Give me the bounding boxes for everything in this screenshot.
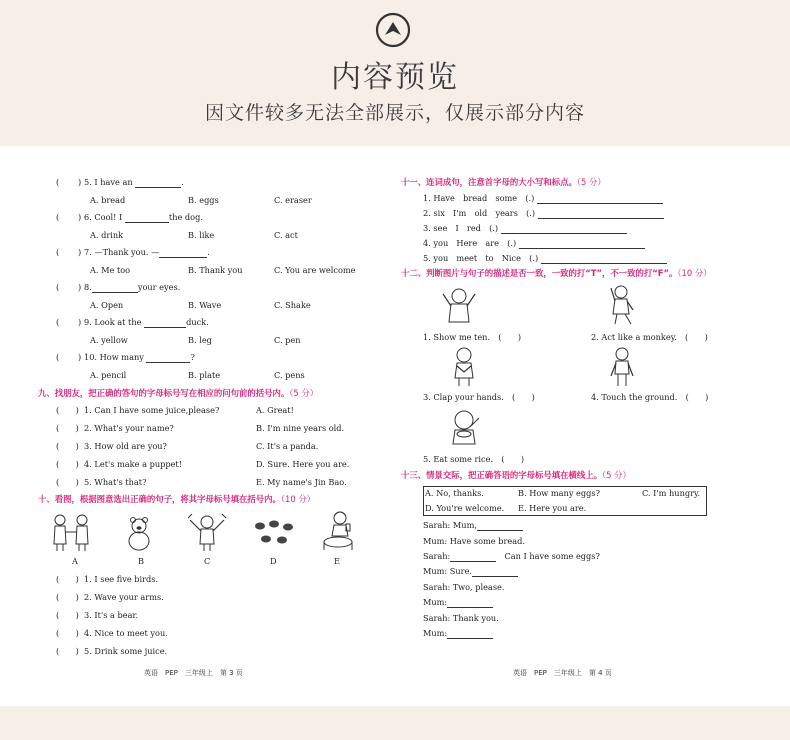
answer-line <box>477 522 523 531</box>
section-12-title: 十二、判断图片与句子的描述是否一致，一致的打“T”，不一致的打“F”。（10 分） <box>401 268 712 278</box>
match-question: 5. What's that? <box>84 477 147 487</box>
section-11-title: 十一、连词成句，注意首字母的大小写和标点。（5 分） <box>401 177 606 187</box>
answer-line <box>447 630 493 639</box>
match-answer: B. I'm nine years old. <box>256 423 345 433</box>
mc-option: C. eraser <box>274 195 312 205</box>
match-answer: D. Sure. Here you are. <box>256 459 350 469</box>
answer-line <box>537 195 663 204</box>
section-10-title: 十、看图，根据图意选出正确的句子，将其字母标号填在括号内。（10 分） <box>38 494 316 504</box>
answer-paren: ( ) <box>56 477 79 487</box>
girl-drinking-juice-picture <box>318 510 358 552</box>
answer-paren-close: ) <box>78 317 82 327</box>
right-page <box>395 146 790 706</box>
answer-paren: ( ) <box>56 423 79 433</box>
picture-label: D <box>270 556 277 566</box>
judge-sentence: 4. Touch the ground. ( ) <box>591 392 709 402</box>
mc-option: B. eggs <box>188 195 219 205</box>
dialog-line: Mum: Have some bread. <box>423 536 525 546</box>
match-answer: A. Great! <box>256 405 294 415</box>
match-answer: C. It's a panda. <box>256 441 319 451</box>
mc-stem: 7. —Thank you. — . <box>84 247 210 257</box>
answer-paren-close: ) <box>78 247 82 257</box>
judge-sentence: 1. Show me ten. ( ) <box>423 332 522 342</box>
mc-option: A. bread <box>90 195 126 205</box>
dialog-option: E. Here you are. <box>518 503 587 513</box>
bottom-band <box>0 706 790 740</box>
blank <box>125 214 169 223</box>
scrambled-words: 4. you Here are (.) <box>423 238 645 249</box>
answer-paren: ( ) <box>56 405 79 415</box>
picture-label: E <box>334 556 340 566</box>
mc-option: B. like <box>188 230 215 240</box>
answer-line <box>538 210 664 219</box>
dialog-line: Sarah: Two, please. <box>423 582 505 592</box>
scrambled-words: 1. Have bread some (.) <box>423 193 663 204</box>
bear-picture <box>122 516 156 552</box>
scrambled-words: 3. see I red (.) <box>423 223 627 234</box>
mc-option: A. Me too <box>90 265 131 275</box>
judge-sentence: 3. Clap your hands. ( ) <box>423 392 535 402</box>
answer-line <box>472 568 518 577</box>
dialog-line: Mum: <box>423 628 493 639</box>
picture-sentence: 1. I see five birds. <box>84 574 159 584</box>
child-clapping-picture <box>447 346 481 388</box>
mc-option: C. act <box>274 230 298 240</box>
answer-line <box>450 553 496 562</box>
page-footer: 英语 PEP 三年级上 第 4 页 <box>513 669 612 677</box>
answer-paren-close: ) <box>78 212 82 222</box>
answer-paren: ( ) <box>56 628 79 638</box>
mc-option: C. pen <box>274 335 301 345</box>
picture-label: A <box>72 556 78 566</box>
answer-paren-close: ) <box>78 352 82 362</box>
page-footer: 英语 PEP 三年级上 第 3 页 <box>144 669 243 677</box>
dialog-line: Mum: Sure. <box>423 566 518 577</box>
answer-options-box <box>423 486 707 516</box>
section-13-title: 十三、情景交际，把正确答语的字母标号填在横线上。（5 分） <box>401 470 631 480</box>
child-acting-monkey-picture <box>605 284 639 326</box>
match-question: 3. How old are you? <box>84 441 167 451</box>
picture-sentence: 4. Nice to meet you. <box>84 628 168 638</box>
blank <box>159 249 207 258</box>
answer-paren-open: ( <box>56 317 60 327</box>
answer-paren-open: ( <box>56 282 60 292</box>
picture-sentence: 2. Wave your arms. <box>84 592 164 602</box>
picture-label: B <box>138 556 145 566</box>
page-subtitle: 因文件较多无法全部展示，仅展示部分内容 <box>204 102 585 124</box>
mc-option: B. Thank you <box>188 265 243 275</box>
answer-paren-close: ) <box>78 177 82 187</box>
answer-line <box>519 240 645 249</box>
answer-paren: ( ) <box>56 574 79 584</box>
picture-sentence: 5. Drink some juice. <box>84 646 168 656</box>
mc-option: A. yellow <box>90 335 128 345</box>
mc-stem: 5. I have an . <box>84 177 184 187</box>
left-page <box>0 146 395 706</box>
dialog-line: Sarah: Can I have some eggs? <box>423 551 600 561</box>
mc-option: A. pencil <box>90 370 127 380</box>
match-question: 1. Can I have some juice,please? <box>84 405 220 415</box>
blank <box>92 284 138 293</box>
mc-option: C. Shake <box>274 300 311 310</box>
mc-option: A. drink <box>90 230 124 240</box>
answer-paren: ( ) <box>56 459 79 469</box>
mc-option: C. pens <box>274 370 305 380</box>
answer-paren-open: ( <box>56 212 60 222</box>
mc-stem: 9. Look at the duck. <box>84 317 209 327</box>
mc-stem: 8. your eyes. <box>84 282 181 292</box>
mc-option: B. leg <box>188 335 212 345</box>
answer-paren: ( ) <box>56 592 79 602</box>
match-question: 2. What's your name? <box>84 423 174 433</box>
mc-stem: 6. Cool! I the dog. <box>84 212 203 222</box>
dialog-line: Sarah: Thank you. <box>423 613 499 623</box>
judge-sentence: 2. Act like a monkey. ( ) <box>591 332 708 342</box>
dialog-option: A. No, thanks. <box>425 488 484 498</box>
child-waving-arms-picture <box>186 512 228 552</box>
preview-header <box>0 0 790 146</box>
scrambled-words: 5. you meet to Nice (.) <box>423 253 667 264</box>
answer-line <box>501 225 627 234</box>
dialog-option: D. You're welcome. <box>425 503 505 513</box>
answer-paren-close: ) <box>78 282 82 292</box>
dialog-option: B. How many eggs? <box>518 488 600 498</box>
five-birds-picture <box>252 518 296 548</box>
child-touching-ground-picture <box>607 346 637 388</box>
blank <box>135 179 181 188</box>
match-question: 4. Let's make a puppet! <box>84 459 183 469</box>
two-girls-greeting-picture <box>48 512 96 552</box>
answer-paren: ( ) <box>56 441 79 451</box>
answer-line <box>541 255 667 264</box>
mc-stem: 10. How many ? <box>84 352 195 362</box>
judge-sentence: 5. Eat some rice. ( ) <box>423 454 525 464</box>
mc-option: B. plate <box>188 370 221 380</box>
chevron-up-circle-icon <box>375 12 411 48</box>
child-eating-rice-picture <box>445 408 483 448</box>
answer-paren-open: ( <box>56 352 60 362</box>
dialog-line: Sarah: Mum, <box>423 520 523 531</box>
mc-option: B. Wave <box>188 300 222 310</box>
answer-paren-open: ( <box>56 177 60 187</box>
answer-paren: ( ) <box>56 610 79 620</box>
match-answer: E. My name's Jin Bao. <box>256 477 347 487</box>
page-title: 内容预览 <box>331 60 459 95</box>
section-9-title: 九、找朋友，把正确的答句的字母标号写在相应的问句前的括号内。（5 分） <box>38 388 319 398</box>
answer-line <box>447 599 493 608</box>
answer-paren-open: ( <box>56 247 60 257</box>
child-showing-ten-picture <box>439 286 479 324</box>
mc-option: C. You are welcome <box>274 265 356 275</box>
mc-option: A. Open <box>90 300 124 310</box>
picture-label: C <box>204 556 211 566</box>
scrambled-words: 2. six I'm old years (.) <box>423 208 664 219</box>
blank <box>146 354 190 363</box>
dialog-line: Mum: <box>423 597 493 608</box>
picture-sentence: 3. It's a bear. <box>84 610 139 620</box>
dialog-option: C. I'm hungry. <box>642 488 701 498</box>
blank <box>144 319 186 328</box>
document-page <box>0 146 790 706</box>
answer-paren: ( ) <box>56 646 79 656</box>
